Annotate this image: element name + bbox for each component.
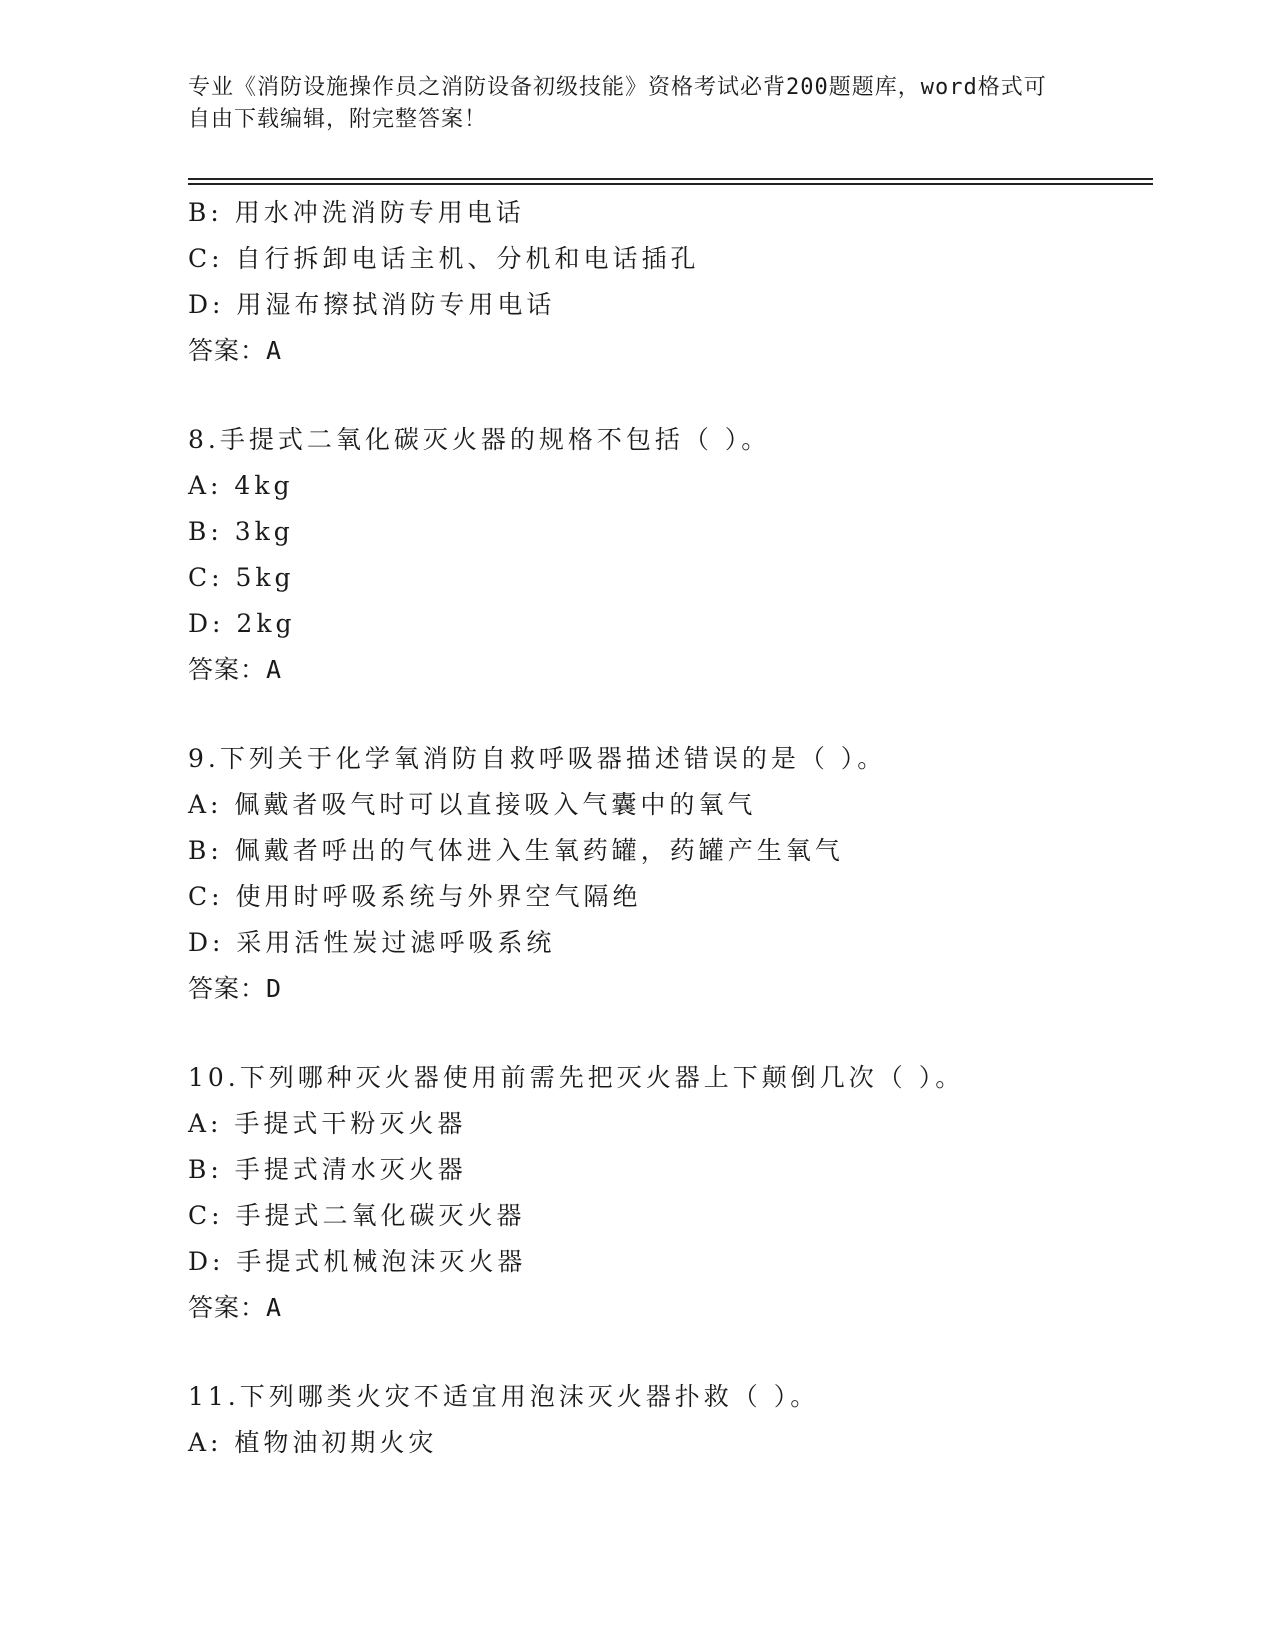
option-item: A: 4kg bbox=[188, 471, 294, 500]
option-item: B: 佩戴者呼出的气体进入生氧药罐，药罐产生氧气 bbox=[188, 836, 844, 865]
option-item: C: 5kg bbox=[188, 563, 295, 592]
option-item: C: 自行拆卸电话主机、分机和电话插孔 bbox=[188, 244, 700, 273]
question-title: 11.下列哪类火灾不适宜用泡沫灭火器扑救（ ）。 bbox=[188, 1382, 820, 1411]
option-item: D: 手提式机械泡沫灭火器 bbox=[188, 1247, 527, 1276]
option-item: B: 手提式清水灭火器 bbox=[188, 1155, 467, 1184]
option-item: A: 手提式干粉灭火器 bbox=[188, 1109, 467, 1138]
option-item: C: 使用时呼吸系统与外界空气隔绝 bbox=[188, 882, 642, 911]
question-block-continued bbox=[188, 190, 1148, 374]
answer-text: 答案：A bbox=[188, 336, 283, 365]
option-item: D: 2kg bbox=[188, 609, 296, 638]
option-item: D: 用湿布擦拭消防专用电话 bbox=[188, 290, 556, 319]
question-title: 9.下列关于化学氧消防自救呼吸器描述错误的是（ ）。 bbox=[188, 744, 887, 773]
option-item: A: 佩戴者吸气时可以直接吸入气囊中的氧气 bbox=[188, 790, 757, 819]
option-item: D: 采用活性炭过滤呼吸系统 bbox=[188, 928, 556, 957]
question-block bbox=[188, 736, 1148, 1012]
document-header: 专业《消防设施操作员之消防设备初级技能》资格考试必背200题题库，word格式可自由下载编辑，附完整答案！ bbox=[188, 75, 1047, 132]
answer-text: 答案：A bbox=[188, 1293, 283, 1322]
question-block bbox=[188, 1055, 1148, 1331]
header-divider-top bbox=[188, 178, 1153, 180]
question-title: 8.手提式二氧化碳灭火器的规格不包括（ ）。 bbox=[188, 425, 771, 454]
question-list bbox=[188, 190, 1148, 1466]
question-block bbox=[188, 417, 1148, 693]
header-divider-bottom bbox=[188, 183, 1153, 185]
answer-text: 答案：D bbox=[188, 974, 283, 1003]
option-item: B: 用水冲洗消防专用电话 bbox=[188, 198, 525, 227]
option-item: C: 手提式二氧化碳灭火器 bbox=[188, 1201, 526, 1230]
option-item: B: 3kg bbox=[188, 517, 294, 546]
option-item: A: 植物油初期火灾 bbox=[188, 1428, 438, 1457]
question-title: 10.下列哪种灭火器使用前需先把灭火器上下颠倒几次（ ）。 bbox=[188, 1063, 965, 1092]
answer-text: 答案：A bbox=[188, 655, 283, 684]
question-block bbox=[188, 1374, 1148, 1466]
